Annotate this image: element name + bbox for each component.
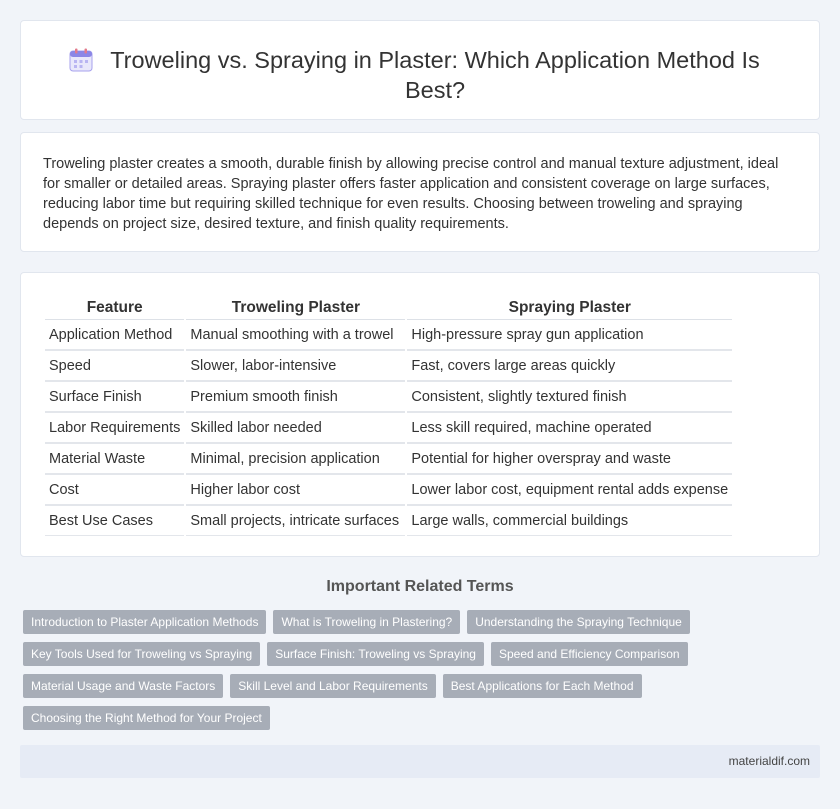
table-cell: Large walls, commercial buildings	[407, 505, 732, 536]
table-cell: Higher labor cost	[186, 474, 405, 505]
table-cell: Surface Finish	[45, 381, 184, 412]
intro-paragraph: Troweling plaster creates a smooth, durable finish by allowing precise control and manual texture adjustment, ideal for smaller or detailed areas. Spraying plaster offers faster application and consistent coverage on large surfaces, reducing labor time but requiring skilled technique for even results. Choosing between troweling and spraying depends on project size, desired texture, and finish quality requirements.	[43, 156, 779, 232]
related-term-tag[interactable]: Choosing the Right Method for Your Project	[23, 706, 270, 730]
related-term-tag[interactable]: Introduction to Plaster Application Methods	[23, 610, 266, 634]
intro-card	[20, 132, 820, 252]
footer-site-link[interactable]: materialdif.com	[728, 754, 810, 768]
table-header-row	[45, 297, 732, 319]
table-cell: Material Waste	[45, 443, 184, 474]
table-cell: Application Method	[45, 319, 184, 350]
table-row	[45, 319, 732, 350]
related-term-tag[interactable]: Material Usage and Waste Factors	[23, 674, 223, 698]
column-header-troweling: Troweling Plaster	[231, 299, 361, 316]
table-cell: Slower, labor-intensive	[186, 350, 405, 381]
table-row	[45, 505, 732, 536]
table-cell: Skilled labor needed	[186, 412, 405, 443]
table-row	[45, 443, 732, 474]
page-title: Troweling vs. Spraying in Plaster: Which Application Method Is Best?	[110, 47, 760, 103]
table-cell: Cost	[45, 474, 184, 505]
table-cell: High-pressure spray gun application	[407, 319, 732, 350]
table-cell: Minimal, precision application	[186, 443, 405, 474]
table-cell: Premium smooth finish	[186, 381, 405, 412]
table-cell: Labor Requirements	[45, 412, 184, 443]
related-term-tag[interactable]: Speed and Efficiency Comparison	[491, 642, 688, 666]
related-term-tag[interactable]: Key Tools Used for Troweling vs Spraying	[23, 642, 260, 666]
table-cell: Less skill required, machine operated	[407, 412, 732, 443]
title-card	[20, 20, 820, 120]
table-cell: Speed	[45, 350, 184, 381]
table-cell: Potential for higher overspray and waste	[407, 443, 732, 474]
table-cell: Small projects, intricate surfaces	[186, 505, 405, 536]
table-row	[45, 474, 732, 505]
table-row	[45, 412, 732, 443]
column-header-feature: Feature	[86, 299, 143, 316]
related-term-tag[interactable]: Best Applications for Each Method	[443, 674, 642, 698]
table-cell: Consistent, slightly textured finish	[407, 381, 732, 412]
table-cell: Lower labor cost, equipment rental adds expense	[407, 474, 732, 505]
table-cell: Manual smoothing with a trowel	[186, 319, 405, 350]
table-cell: Fast, covers large areas quickly	[407, 350, 732, 381]
related-term-tag[interactable]: Skill Level and Labor Requirements	[230, 674, 435, 698]
comparison-table	[43, 297, 734, 536]
related-terms-list	[23, 610, 723, 730]
comparison-card	[20, 272, 820, 557]
related-term-tag[interactable]: Understanding the Spraying Technique	[467, 610, 690, 634]
table-cell: Best Use Cases	[45, 505, 184, 536]
related-term-tag[interactable]: What is Troweling in Plastering?	[273, 610, 460, 634]
footer	[20, 745, 820, 778]
table-row	[45, 350, 732, 381]
related-terms-heading: Important Related Terms	[326, 578, 514, 595]
column-header-spraying: Spraying Plaster	[508, 299, 631, 316]
table-row	[45, 381, 732, 412]
related-term-tag[interactable]: Surface Finish: Troweling vs Spraying	[267, 642, 484, 666]
